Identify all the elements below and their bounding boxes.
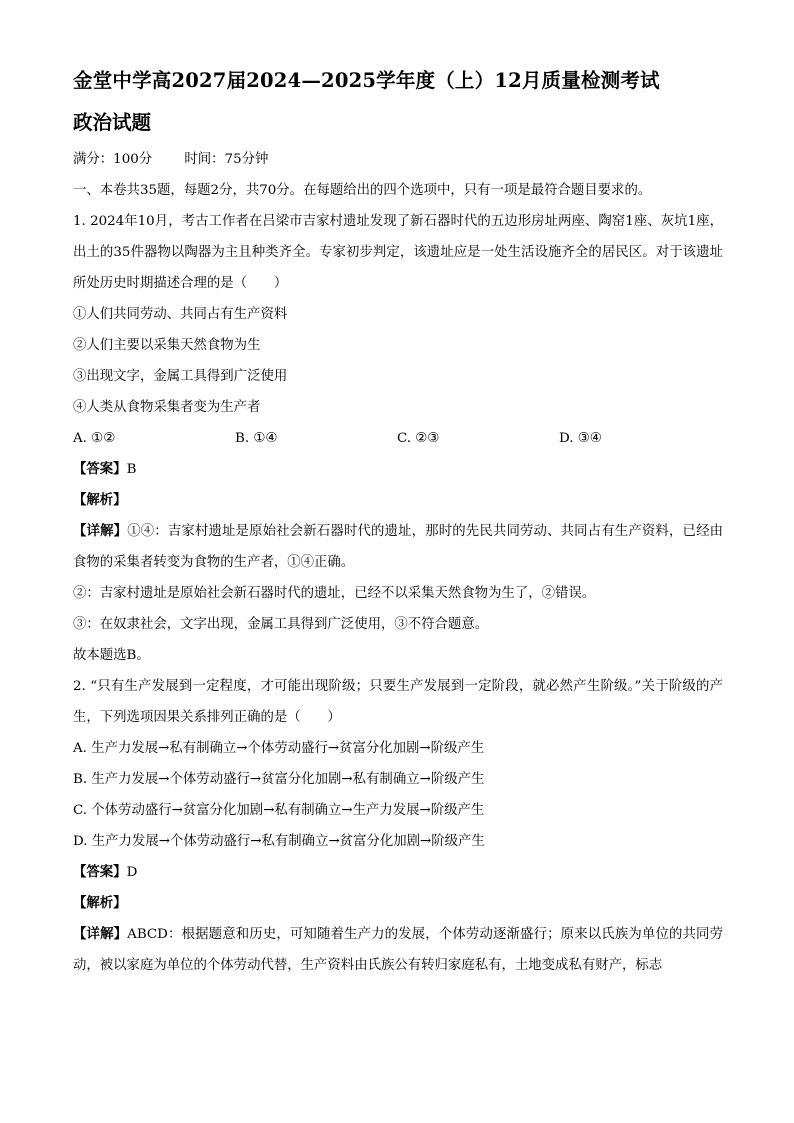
question-1-statement-3: ③出现文字，金属工具得到广泛使用 bbox=[73, 369, 288, 384]
exam-subject: 政治试题 bbox=[73, 111, 152, 134]
question-1-options bbox=[73, 423, 723, 454]
answer-label: 【答案】 bbox=[73, 461, 127, 477]
detail-label: 【详解】 bbox=[73, 523, 128, 539]
exam-time: 时间：75分钟 bbox=[184, 152, 269, 167]
full-score: 满分：100分 bbox=[73, 152, 153, 167]
exam-title: 金堂中学高2027届2024—2025学年度（上）12月质量检测考试 bbox=[73, 69, 660, 92]
question-1-detail-1 bbox=[73, 516, 723, 578]
question-2-option-c: C. 个体劳动盛行→贫富分化加剧→私有制确立→生产力发展→阶级产生 bbox=[73, 803, 485, 818]
answer-value: D bbox=[126, 865, 138, 880]
question-2-stem: 2. “只有生产发展到一定程度，才可能出现阶级；只要生产发展到一定阶段，就必然产生阶级。”关于阶级的产生，下列选项因果关系排列正确的是（ ） bbox=[73, 679, 723, 725]
document-content bbox=[73, 62, 723, 981]
question-1-statement-1: ①人们共同劳动、共同占有生产资料 bbox=[73, 307, 288, 322]
section-instructions: 一、本卷共35题，每题2分，共70分。在每题给出的四个选项中，只有一项是最符合题目要求的。 bbox=[73, 183, 652, 198]
question-2-answer bbox=[73, 857, 723, 888]
exam-meta bbox=[73, 144, 723, 175]
question-2-detail bbox=[73, 919, 723, 981]
question-1-option-c: C. ②③ bbox=[397, 431, 440, 446]
answer-value: B bbox=[126, 462, 137, 477]
question-1-option-b: B. ①④ bbox=[235, 431, 278, 446]
question-1-stem: 1. 2024年10月，考古工作者在吕梁市吉家村遗址发现了新石器时代的五边形房址两座、陶窑1座、灰坑1座，出土的35件器物以陶器为主且种类齐全。专家初步判定，该遗址应是一处生活设施齐全的居民区。对于该遗址所处历史时期描述合理的是（ ） bbox=[73, 214, 723, 291]
question-1-detail-3: ③：在奴隶社会，文字出现，金属工具得到广泛使用，③不符合题意。 bbox=[73, 617, 489, 632]
detail-text: ABCD：根据题意和历史，可知随着生产力的发展，个体劳动逐渐盛行；原来以氏族为单位的共同劳动，被以家庭为单位的个体劳动代替，生产资料由氏族公有转归家庭私有，土地变成私有财产，标志 bbox=[73, 927, 723, 973]
question-1-analysis-label: 【解析】 bbox=[73, 492, 127, 508]
detail-label: 【详解】 bbox=[73, 926, 128, 942]
question-1-statement-4: ④人类从食物采集者变为生产者 bbox=[73, 400, 261, 415]
question-1-option-a: A. ①② bbox=[73, 431, 116, 446]
question-1-answer bbox=[73, 454, 723, 485]
question-2-option-d: D. 生产力发展→个体劳动盛行→私有制确立→贫富分化加剧→阶级产生 bbox=[73, 834, 485, 849]
question-1-conclusion: 故本题选B。 bbox=[73, 648, 150, 663]
question-2-option-a: A. 生产力发展→私有制确立→个体劳动盛行→贫富分化加剧→阶级产生 bbox=[73, 741, 485, 756]
question-2-option-b: B. 生产力发展→个体劳动盛行→贫富分化加剧→私有制确立→阶级产生 bbox=[73, 772, 485, 787]
question-2-analysis-label: 【解析】 bbox=[73, 895, 127, 911]
question-1-option-d: D. ③④ bbox=[559, 431, 602, 446]
question-1-statement-2: ②人们主要以采集天然食物为生 bbox=[73, 338, 261, 353]
question-1-detail-2: ②：吉家村遗址是原始社会新石器时代的遗址，已经不以采集天然食物为生了，②错误。 bbox=[73, 586, 596, 601]
answer-label: 【答案】 bbox=[73, 864, 127, 880]
detail-text: ①④：吉家村遗址是原始社会新石器时代的遗址，那时的先民共同劳动、共同占有生产资料，已经由食物的采集者转变为食物的生产者，①④正确。 bbox=[73, 524, 724, 570]
